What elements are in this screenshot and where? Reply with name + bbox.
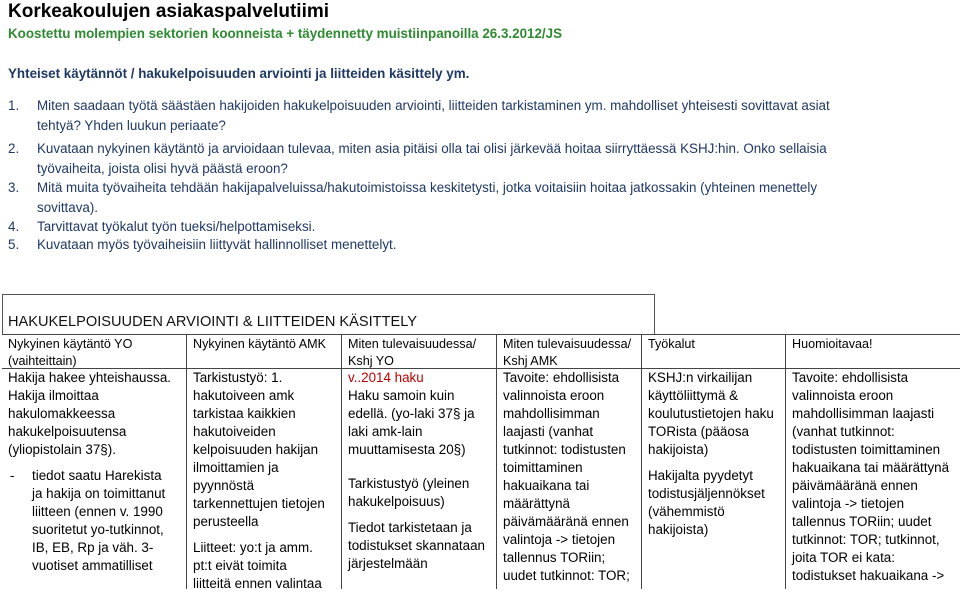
table-header-top-border (2, 334, 960, 335)
question-item-4 (8, 217, 315, 237)
question-item-3 (8, 178, 817, 218)
column-header-future-amk: Miten tulevaisuudessa/ Kshj AMK (503, 337, 632, 368)
item-number: 1. (8, 98, 20, 113)
table-title: HAKUKELPOISUUDEN ARVIOINTI & LIITTEIDEN KÄSITTELY (8, 314, 417, 330)
item-line: Miten saadaan työtä säästäen hakijoiden hakukelpoisuuden arviointi, liitteiden tarkistaminen ym. mahdolliset yhteisesti sovittavat asiat (37, 98, 830, 113)
item-number: 3. (8, 180, 20, 195)
column-header-future-yo: Miten tulevaisuudessa/ Kshj YO (348, 337, 477, 368)
section-heading: Yhteiset käytännöt / hakukelpoisuuden arviointi ja liitteiden käsittely ym. (8, 66, 470, 81)
bullet-list (8, 467, 184, 575)
document-title: Korkeakoulujen asiakaspalvelutiimi (8, 1, 330, 22)
item-number: 5. (8, 237, 20, 252)
item-line: sovittava). (37, 200, 99, 215)
column-header-yo: Nykyinen käytäntö YO (vaihteittain) (8, 337, 133, 368)
table-cell-yo: Hakija hakee yhteishaussa. Hakija ilmoittaa hakulomakkeessa hakukelpoisuutensa (yliopistolain 37§). - tiedot saatu Harekista ja hakija on toimittanut liitteen (ennen v. 1990 suoritetut yo-tutkinnot, IB, EB, Rp ja väh. 3- vuotiset ammatilliset (8, 369, 184, 575)
table-cell-amk: Tarkistustyö: 1. hakutoiveen amk tarkistaa kaikkien hakutoiveiden kelpoisuuden hakijan ilmoittamien ja pyynnöstä tarkennettujen tietojen perusteella Liitteet: yo:t ja amm. pt:t eivät toimita liitteitä ennen valintaa (193, 370, 325, 591)
column-header-tools: Työkalut (648, 337, 695, 351)
highlight-text: v..2014 haku (348, 370, 424, 385)
column-header-notes: Huomioitavaa! (792, 337, 873, 351)
table-cell-future-amk: Tavoite: ehdollisista valinnoista eroon mahdollisimman laajasti (vanhat tutkinnot: todistusten toimittaminen hakuaikana tai määrättynä päivämääränä ennen valintoja -> tietojen tallennus TORiin; uudet tutkinnot: TOR; (503, 370, 630, 583)
item-line: Kuvataan myös työvaiheisiin liittyvät hallinnolliset menettelyt. (37, 237, 397, 252)
list-item: - tiedot saatu Harekista ja hakija on toimittanut liitteen (ennen v. 1990 suoritetut yo-tutkinnot, IB, EB, Rp ja väh. 3- vuotiset ammatilliset (8, 467, 184, 575)
item-line: Kuvataan nykyinen käytäntö ja arvioidaan tulevaa, miten asia pitäisi olla tai olisi järkevää hoitaa siirryttäessä KSHJ:hin. Onko sellaisia (37, 141, 827, 156)
question-item-5 (8, 235, 397, 255)
item-line: työvaiheita, joista olisi hyvä päästä eroon? (37, 161, 288, 176)
item-number: 2. (8, 141, 20, 156)
column-divider (785, 334, 786, 589)
question-item-1 (8, 96, 830, 136)
table-cell-notes: Tavoite: ehdollisista valinnoista eroon mahdollisimman laajasti (vanhat tutkinnot: todistusten toimittaminen hakuaikana tai määrättynä päivämääränä ennen valintoja -> tietojen tallennus TORiin; uudet tutkinnot: TOR; tutkinnot, joita TOR ei kata: todistukset hakuaikana -> (792, 370, 950, 583)
item-line: Tarvittavat työkalut työn tueksi/helpottamiseksi. (37, 219, 316, 234)
item-line: Mitä muita työvaiheita tehdään hakijapalveluissa/hakutoimistoissa keskitetysti, jotka voitaisiin hoitaa jatkossakin (yhteinen menettely (37, 180, 818, 195)
table-cell-future-yo: v..2014 haku Haku samoin kuin edellä. (yo-laki 37§ ja laki amk-lain muuttamisesta 20§) Tarkistustyö (yleinen hakukelpoisuus) Tiedot tarkistetaan ja todistukset skannataan järjestelmään (348, 369, 494, 573)
column-divider (496, 334, 497, 589)
table-cell-tools: KSHJ:n virkailijan käyttöliittymä & koulutustietojen haku TORista (pääosa hakijoista) Hakijalta pyydetyt todistusjäljennökset (vähemmistö hakijoista) (648, 370, 774, 537)
question-item-2 (8, 139, 827, 179)
column-divider (341, 334, 342, 589)
column-divider (186, 334, 187, 589)
column-header-amk: Nykyinen käytäntö AMK (193, 337, 326, 351)
item-number: 4. (8, 219, 20, 234)
column-divider (641, 334, 642, 589)
item-line: tehtyä? Yhden luukun periaate? (37, 118, 226, 133)
document-subtitle: Koostettu molempien sektorien koonneista + täydennetty muistiinpanoilla 26.3.2012/JS (8, 26, 563, 41)
